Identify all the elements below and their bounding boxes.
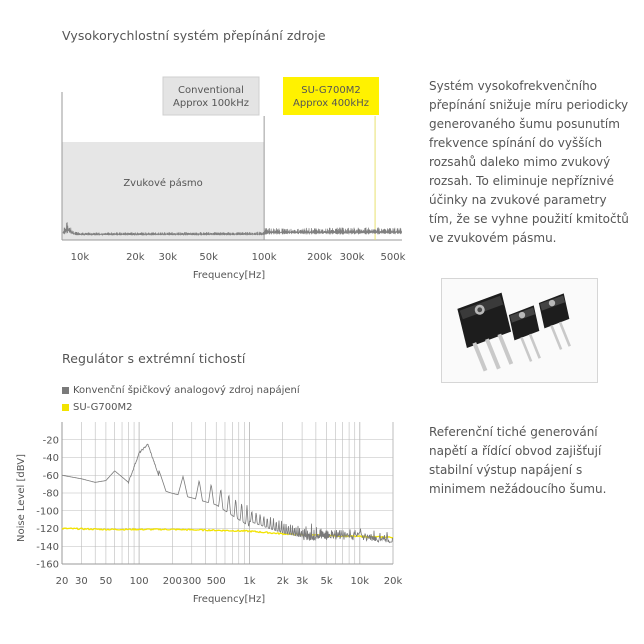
audio-band-label: Zvukové pásmo	[123, 178, 203, 189]
conventional-annotation-line-1: Conventional	[178, 85, 244, 96]
product-image-frame	[441, 278, 598, 383]
chart2-y-tick--60: -60	[42, 470, 59, 482]
sug700m2-annotation-line-2: Approx 400kHz	[293, 98, 369, 109]
chart2-x-tick-20: 20	[55, 576, 69, 587]
chart2-y-tick--40: -40	[42, 453, 59, 464]
chart1-x-tick-20k: 20k	[126, 252, 145, 263]
chart2-x-axis-label: Frequency[Hz]	[192, 594, 266, 605]
chart1-x-tick-50k: 50k	[199, 252, 218, 263]
chart2-x-tick-100: 100	[129, 576, 149, 587]
section1-title: Vysokorychlostní systém přepínání zdroje	[62, 28, 326, 43]
chart2-y-tick--20: -20	[42, 435, 59, 447]
chart2-x-tick-50: 50	[99, 576, 113, 587]
chart2-y-axis-label: Noise Level [dBV]	[16, 453, 27, 543]
chart2-y-tick--120: -120	[36, 524, 59, 535]
chart1-x-axis-label: Frequency[Hz]	[192, 270, 266, 281]
chart2-x-tick-1k: 1k	[243, 576, 256, 587]
chart1-x-tick-300k: 300k	[339, 252, 365, 263]
conventional-series-line	[62, 444, 393, 542]
chart1-x-tick-200k: 200k	[307, 252, 333, 263]
chart2-x-tick-2k: 2k	[276, 576, 289, 587]
sug700m2-annotation-line-1: SU-G700M2	[301, 85, 361, 96]
transistor-components-image	[442, 279, 597, 382]
chart2-x-tick-10k: 10k	[350, 576, 370, 587]
chart1-x-tick-30k: 30k	[158, 252, 178, 263]
chart1-x-tick-10k: 10k	[70, 252, 90, 263]
chart2-x-tick-300: 300	[182, 576, 202, 587]
section2-title: Regulátor s extrémní tichostí	[62, 351, 246, 366]
legend-label-sug700m2: SU-G700M2	[73, 402, 133, 413]
chart2-x-tick-500: 500	[206, 576, 226, 587]
audio-band-area	[62, 142, 264, 240]
sug700m2-annotation-box	[283, 77, 379, 115]
conventional-annotation-line-2: Approx 100kHz	[173, 98, 249, 109]
legend-label-conventional: Konvenční špičkový analogový zdroj napájení	[73, 385, 300, 396]
chart2-y-tick--160: -160	[36, 559, 59, 571]
chart1-x-tick-500k: 500k	[380, 252, 406, 263]
legend-item-conventional	[62, 385, 300, 396]
section1-description: Systém vysokofrekvenčního přepínání snižuje míru periodicky generovaného šumu posunutím frekvence spínání do vyšších rozsahů daleko mimo zvukový rozsah. To eliminuje nepříznivé účinky na zvukové parametry tím, že se vyhne použití kmitočtů ve zvukovém pásmu.	[429, 79, 629, 245]
section2-description: Referenční tiché generování napětí a řídící obvod zajišťují stabilní výstup napájení s minimem nežádoucího šumu.	[429, 425, 607, 496]
chart2-x-tick-3k: 3k	[296, 576, 309, 587]
chart1-x-tick-100k: 100k	[251, 252, 277, 263]
chart2-x-tick-200: 200	[162, 576, 182, 587]
conventional-annotation-box	[163, 77, 259, 115]
chart2-x-tick-30: 30	[75, 576, 88, 587]
chart2-x-tick-20k: 20k	[383, 576, 403, 587]
legend-swatch-gray	[62, 387, 69, 394]
chart2-y-tick--100: -100	[36, 506, 59, 518]
switching-frequency-chart	[0, 0, 420, 300]
chart2-x-tick-5k: 5k	[320, 576, 333, 587]
chart2-y-tick--80: -80	[42, 488, 59, 500]
noise-level-chart	[0, 410, 420, 640]
chart2-y-tick--140: -140	[36, 541, 59, 553]
